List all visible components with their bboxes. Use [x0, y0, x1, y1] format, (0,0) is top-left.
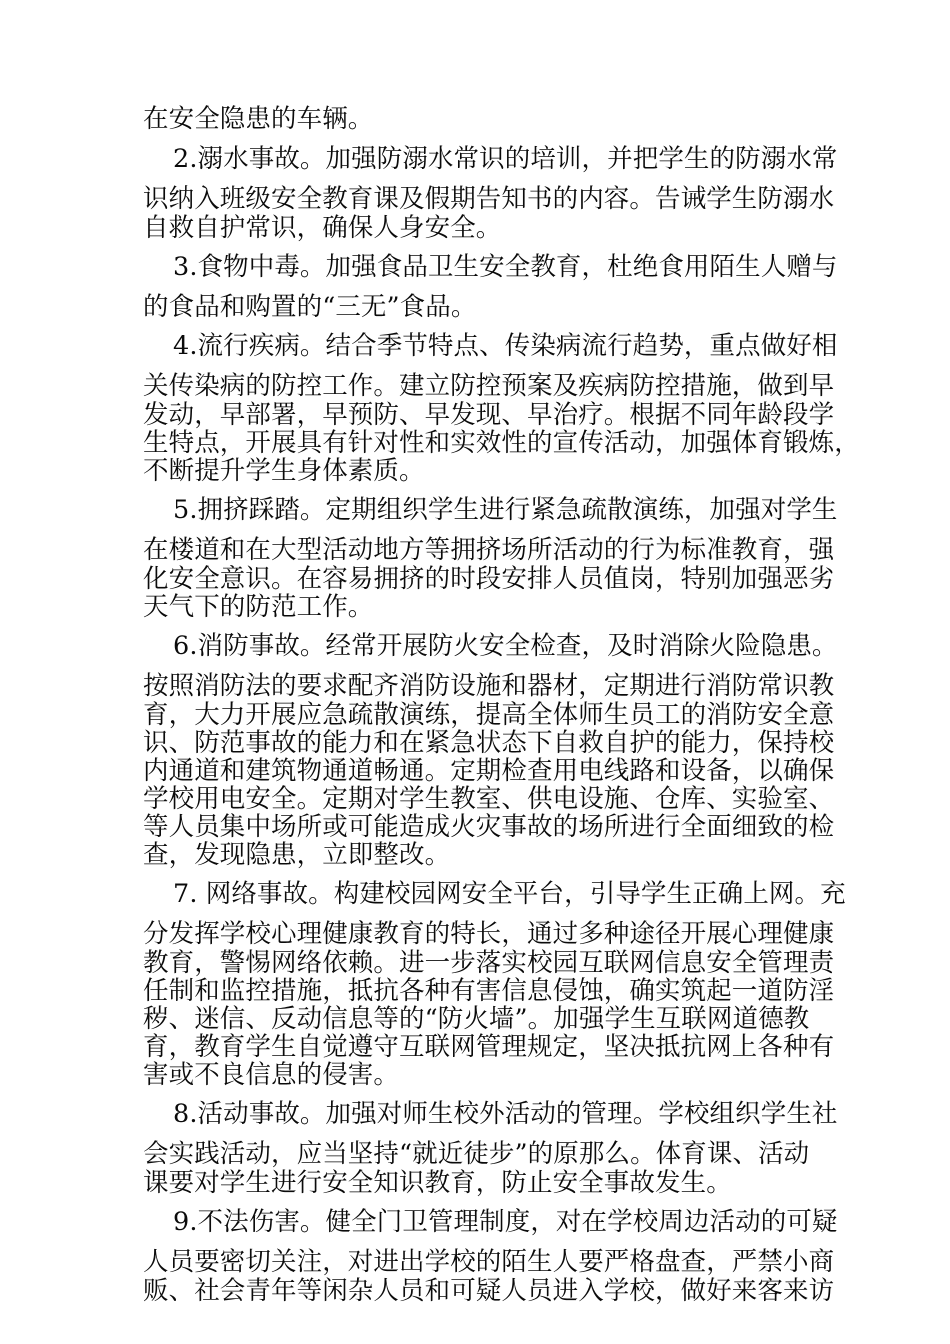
paragraph-item-8-activity-accident	[143, 1099, 838, 1198]
paragraph-line: 识、防范事故的能力和在紧急状态下自救自护的能力，保持校	[143, 728, 835, 758]
paragraph-line: 6.消防事故。经常开展防火安全检查，及时消除火险隐患。	[173, 631, 838, 661]
paragraph-line: 不断提升学生身体素质。	[143, 456, 425, 486]
paragraph-item-6-fire-accident	[143, 631, 838, 870]
document-body	[143, 104, 860, 1306]
paragraph-line: 害或不良信息的侵害。	[143, 1060, 400, 1090]
paragraph-item-3-food-poisoning	[143, 252, 838, 322]
carryover-paragraph	[143, 105, 811, 133]
paragraph-line: 贩、社会青年等闲杂人员和可疑人员进入学校，做好来客来访	[143, 1276, 835, 1306]
carryover-line: 在安全隐患的车辆。	[143, 104, 374, 134]
paragraph-line: 自救自护常识，确保人身安全。	[143, 213, 502, 243]
paragraph-line: 分发挥学校心理健康教育的特长，通过多种途径开展心理健康	[143, 919, 835, 949]
paragraph-line: 4.流行疾病。结合季节特点、传染病流行趋势，重点做好相	[173, 331, 838, 361]
paragraph-line: 会实践活动，应当坚持“就近徒步”的原那么。体育课、活动	[143, 1139, 810, 1169]
paragraph-line: 在楼道和在大型活动地方等拥挤场所活动的行为标准教育，强	[143, 535, 835, 565]
paragraph-line: 内通道和建筑物通道畅通。定期检查用电线路和设备，以确保	[143, 756, 835, 786]
paragraph-item-2-drowning	[143, 144, 838, 243]
paragraph-line: 的食品和购置的“三无”食品。	[143, 292, 477, 322]
paragraph-line: 8.活动事故。加强对师生校外活动的管理。学校组织学生社	[173, 1099, 838, 1129]
paragraph-item-7-network-accident	[143, 879, 846, 1090]
paragraph-line: 9.不法伤害。健全门卫管理制度，对在学校周边活动的可疑	[173, 1207, 838, 1237]
paragraph-line: 关传染病的防控工作。建立防控预案及疾病防控措施，做到早	[143, 371, 835, 401]
paragraph-line: 教育，警惕网络依赖。进一步落实校园互联网信息安全管理责	[143, 948, 835, 978]
paragraph-item-9-illegal-harm	[143, 1207, 838, 1306]
paragraph-line: 育，大力开展应急疏散演练，提高全体师生员工的消防安全意	[143, 700, 835, 730]
paragraph-line: 秽、迷信、反动信息等的“防火墙”。加强学生互联网道德教	[143, 1004, 810, 1034]
paragraph-item-5-stampede	[143, 495, 838, 622]
paragraph-line: 育，教育学生自觉遵守互联网管理规定，坚决抵抗网上各种有	[143, 1032, 835, 1062]
paragraph-line: 化安全意识。在容易拥挤的时段安排人员值岗，特别加强恶劣	[143, 564, 835, 594]
paragraph-item-4-epidemic-disease	[143, 331, 860, 486]
paragraph-line: 按照消防法的要求配齐消防设施和器材，定期进行消防常识教	[143, 671, 835, 701]
paragraph-line: 天气下的防范工作。	[143, 592, 374, 622]
paragraph-line: 课要对学生进行安全知识教育，防止安全事故发生。	[143, 1168, 732, 1198]
paragraph-line: 人员要密切关注，对进出学校的陌生人要严格盘查，严禁小商	[143, 1247, 835, 1277]
paragraph-line: 7. 网络事故。构建校园网安全平台，引导学生正确上网。充	[173, 879, 846, 909]
paragraph-line: 发动，早部署，早预防、早发现、早治疗。根据不同年龄段学	[143, 400, 835, 430]
paragraph-line: 任制和监控措施，抵抗各种有害信息侵蚀，确实筑起一道防淫	[143, 976, 835, 1006]
paragraph-line: 学校用电安全。定期对学生教室、供电设施、仓库、实验室、	[143, 784, 835, 814]
paragraph-line: 生特点，开展具有针对性和实效性的宣传活动，加强体育锻炼，	[143, 428, 860, 458]
paragraph-line: 5.拥挤踩踏。定期组织学生进行紧急疏散演练，加强对学生	[173, 495, 838, 525]
paragraph-line: 查，发现隐患，立即整改。	[143, 840, 451, 870]
paragraph-line: 2.溺水事故。加强防溺水常识的培训，并把学生的防溺水常	[173, 144, 838, 174]
paragraph-line: 识纳入班级安全教育课及假期告知书的内容。告诫学生防溺水	[143, 184, 835, 214]
paragraph-line: 等人员集中场所或可能造成火灾事故的场所进行全面细致的检	[143, 812, 835, 842]
paragraph-line: 3.食物中毒。加强食品卫生安全教育，杜绝食用陌生人赠与	[173, 252, 838, 282]
